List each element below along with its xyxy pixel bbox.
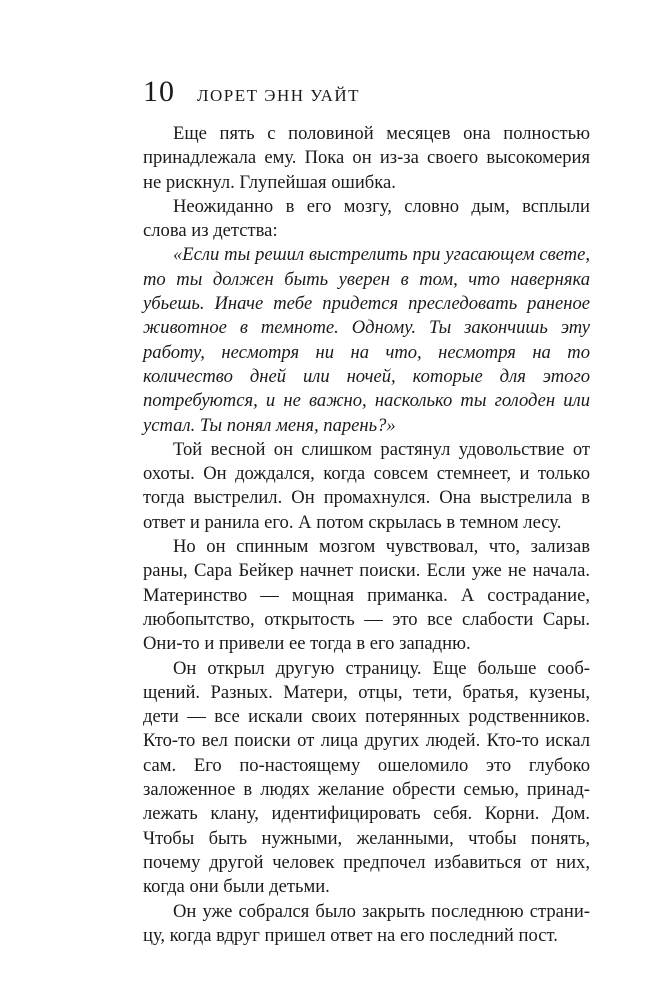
author-name: ЛОРЕТ ЭНН УАЙТ: [197, 86, 361, 105]
paragraph: Той весной он слишком растянул удовольствие от охоты. Он дождался, когда совсем стемнеет, и только тогда выстрелил. Он промахнулся. Она выстрелила в ответ и ранила его. А потом скрылась в темном лесу.: [143, 438, 590, 533]
paragraph: Он уже собрался было закрыть последнюю страницу, когда вдруг пришел ответ на его последний пост.: [143, 900, 590, 946]
paragraph: Но он спинным мозгом чувствовал, что, зализав раны, Сара Бейкер начнет поиски. Если уже не начала. Материнство — мощная приманка. А сострадание, любопытство, открытость — это все слабости Сары. Они-то и привели ее тогда в его западню.: [143, 536, 590, 655]
body-text: [143, 122, 590, 948]
quote-paragraph: «Если ты решил выстрелить при угасающем свете, то ты должен быть уверен в том, что наверняка убьешь. Иначе тебе придется преследовать раненое животное в темноте. Одному. Ты закончишь эту работу, несмотря ни на что, несмотря на то количество дней или ночей, которые для этого потребуются, и не важно, насколько ты голоден или устал. Ты понял меня, парень?»: [143, 244, 590, 436]
paragraph: Неожиданно в его мозгу, словно дым, всплыли слова из детства:: [143, 195, 590, 242]
running-head: [143, 72, 360, 112]
paragraph: Он открыл другую страницу. Еще больше сообщений. Разных. Матери, отцы, тети, братья, кузены, дети — все искали своих потерянных родственников. Кто-то вел поиски от лица других людей. Кто-то искал сам. Его по-настоящему ошеломило это глубоко заложенное в людях желание обрести семью, принадлежать клану, идентифицировать себя. Корни. Дом. Чтобы быть нужными, желанными, чтобы понять, почему другой человек предпочел избавиться от них, когда они были детьми.: [143, 657, 590, 898]
paragraph: Еще пять с половиной месяцев она полностью принадлежала ему. Пока он из-за своего высокомерия не рискнул. Глупейшая ошибка.: [143, 123, 590, 193]
page-number: 10: [143, 75, 175, 108]
